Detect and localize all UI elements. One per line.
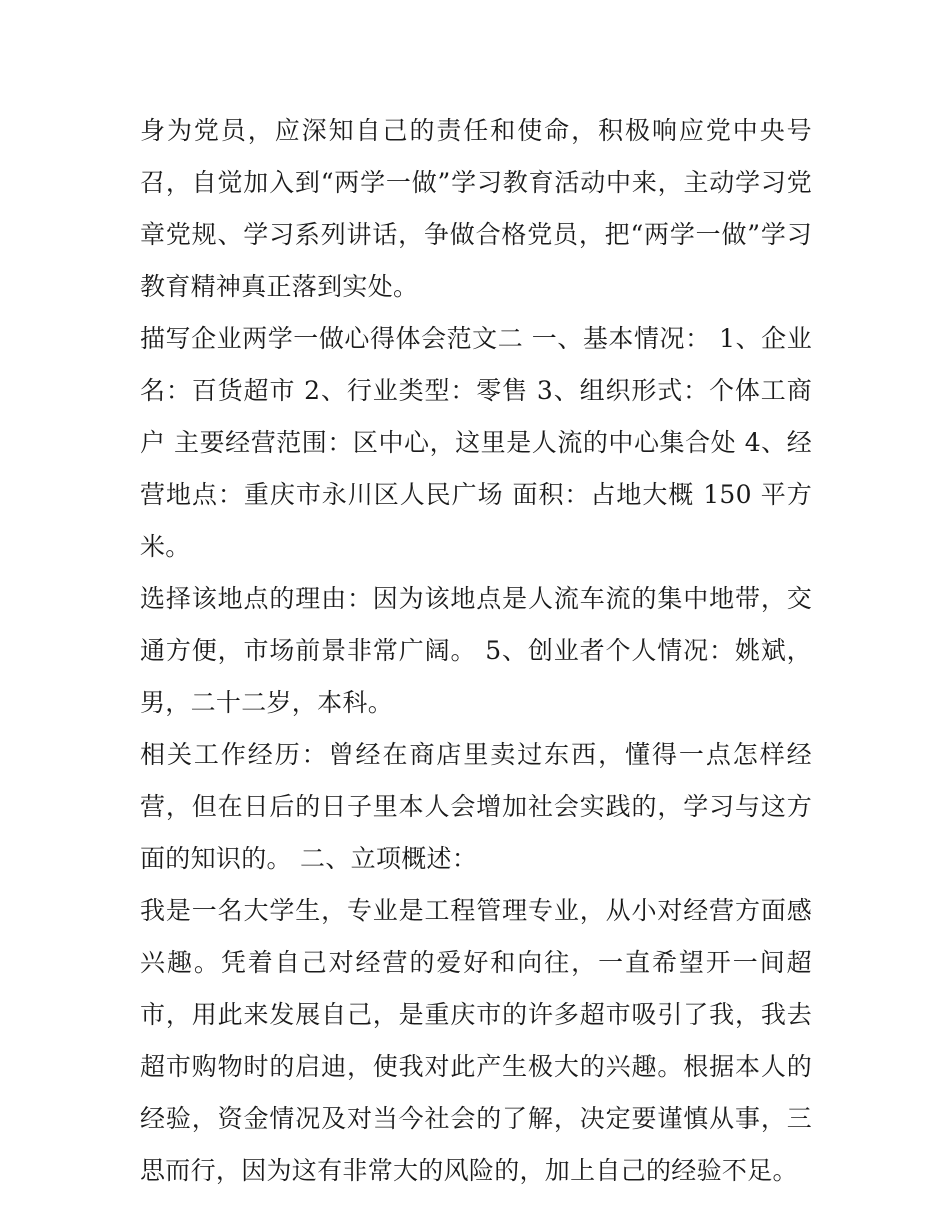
paragraph-work-experience: 相关工作经历：曾经在商店里卖过东西，懂得一点怎样经营，但在日后的日子里本人会增加社会实践的，学习与这方面的知识的。 二、立项概述： [140,740,812,873]
paragraph-location-reason: 选择该地点的理由：因为该地点是人流车流的集中地带，交通方便，市场前景非常广阔。 5、创业者个人情况：姚斌，男，二十二岁，本科。 [140,584,812,717]
document-page [140,105,812,1197]
paragraph-party-duty: 身为党员，应深知自己的责任和使命，积极响应党中央号召，自觉加入到“两学一做”学习教育活动中来，主动学习党章党规、学习系列讲话，争做合格党员，把“两学一做”学习教育精神真正落到实处。 [140,116,812,301]
paragraph-project-overview: 我是一名大学生，专业是工程管理专业，从小对经营方面感兴趣。凭着自己对经营的爱好和向往，一直希望开一间超市，用此来发展自己，是重庆市的许多超市吸引了我，我去超市购物时的启迪，使我对此产生极大的兴趣。根据本人的经验，资金情况及对当今社会的了解，决定要谨慎从事，三思而行，因为这有非常大的风险的，加上自己的经验不足。 [140,896,812,1185]
paragraph-basic-info: 描写企业两学一做心得体会范文二 一、基本情况： 1、企业名：百货超市 2、行业类型：零售 3、组织形式：个体工商户 主要经营范围：区中心，这里是人流的中心集合处 4、经营地点：重庆市永川区人民广场 面积：占地大概 150 平方米。 [140,324,812,561]
